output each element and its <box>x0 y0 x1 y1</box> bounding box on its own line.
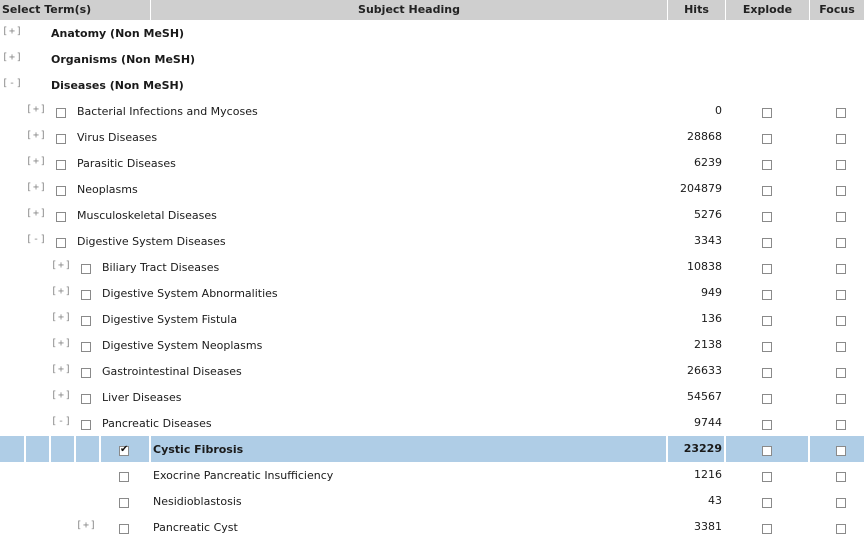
select-term-checkbox[interactable] <box>119 498 129 508</box>
tree-row <box>0 488 864 514</box>
explode-checkbox[interactable] <box>762 472 772 482</box>
select-term-checkbox[interactable] <box>81 368 91 378</box>
expand-toggle[interactable]: [+] <box>26 182 48 193</box>
header-hits: Hits <box>668 0 726 20</box>
explode-checkbox[interactable] <box>762 394 772 404</box>
tree-row <box>0 280 864 306</box>
collapse-toggle[interactable]: [-] <box>2 78 24 89</box>
header-explode: Explode <box>726 0 810 20</box>
focus-checkbox[interactable] <box>836 160 846 170</box>
tree-row <box>0 46 864 72</box>
subject-heading-label[interactable]: Digestive System Abnormalities <box>102 287 278 300</box>
hits-count: 10838 <box>687 260 722 273</box>
subject-heading-label[interactable]: Exocrine Pancreatic Insufficiency <box>153 469 334 482</box>
focus-checkbox[interactable] <box>836 186 846 196</box>
column-separator <box>724 436 726 462</box>
select-term-checkbox[interactable] <box>56 160 66 170</box>
tree-row <box>0 228 864 254</box>
select-term-checkbox[interactable] <box>119 472 129 482</box>
tree-row <box>0 332 864 358</box>
subject-heading-label[interactable]: Musculoskeletal Diseases <box>77 209 217 222</box>
tree-row <box>0 462 864 488</box>
subject-heading-label[interactable]: Virus Diseases <box>77 131 158 144</box>
tree-row <box>0 124 864 150</box>
hits-count: 0 <box>715 104 722 117</box>
explode-checkbox[interactable] <box>762 316 772 326</box>
hits-count: 204879 <box>680 182 722 195</box>
focus-checkbox[interactable] <box>836 134 846 144</box>
explode-checkbox[interactable] <box>762 108 772 118</box>
column-separator <box>808 436 810 462</box>
hits-count: 54567 <box>687 390 722 403</box>
header-subject-heading: Subject Heading <box>151 0 668 20</box>
select-term-checkbox[interactable] <box>81 420 91 430</box>
explode-checkbox[interactable] <box>762 446 772 456</box>
hits-count: 949 <box>701 286 722 299</box>
tree-row <box>0 254 864 280</box>
hits-count: 5276 <box>694 208 722 221</box>
hits-count: 9744 <box>694 416 722 429</box>
subject-heading-label[interactable]: Cystic Fibrosis <box>153 443 244 456</box>
subject-heading-label[interactable]: Biliary Tract Diseases <box>102 261 220 274</box>
subject-heading-label[interactable]: Gastrointestinal Diseases <box>102 365 242 378</box>
focus-checkbox[interactable] <box>836 342 846 352</box>
explode-checkbox[interactable] <box>762 134 772 144</box>
select-term-checkbox[interactable] <box>56 186 66 196</box>
focus-checkbox[interactable] <box>836 472 846 482</box>
subject-heading-label[interactable]: Neoplasms <box>77 183 138 196</box>
select-term-checkbox[interactable] <box>56 238 66 248</box>
focus-checkbox[interactable] <box>836 264 846 274</box>
select-term-checkbox[interactable] <box>81 290 91 300</box>
explode-checkbox[interactable] <box>762 264 772 274</box>
header-focus: Focus <box>819 3 855 16</box>
hits-count: 3381 <box>694 520 722 533</box>
column-separator <box>49 436 51 462</box>
explode-checkbox[interactable] <box>762 368 772 378</box>
expand-toggle[interactable]: [+] <box>51 338 73 349</box>
tree-row <box>0 20 864 46</box>
tree-row <box>0 72 864 98</box>
expand-toggle[interactable]: [+] <box>51 390 73 401</box>
tree-row <box>0 436 864 462</box>
expand-toggle[interactable]: [+] <box>26 208 48 219</box>
expand-toggle[interactable]: [+] <box>26 104 48 115</box>
focus-checkbox[interactable] <box>836 394 846 404</box>
focus-checkbox[interactable] <box>836 290 846 300</box>
focus-checkbox[interactable] <box>836 446 846 456</box>
select-term-checkbox[interactable] <box>81 316 91 326</box>
tree-row <box>0 202 864 228</box>
explode-checkbox[interactable] <box>762 290 772 300</box>
column-separator <box>24 436 26 462</box>
select-term-checkbox[interactable] <box>56 134 66 144</box>
tree-row <box>0 150 864 176</box>
explode-checkbox[interactable] <box>762 524 772 534</box>
collapse-toggle[interactable]: [-] <box>26 234 48 245</box>
subject-heading-label[interactable]: Digestive System Neoplasms <box>102 339 263 352</box>
subject-heading-label[interactable]: Diseases (Non MeSH) <box>51 79 184 92</box>
hits-count: 26633 <box>687 364 722 377</box>
explode-checkbox[interactable] <box>762 342 772 352</box>
select-term-checkbox[interactable] <box>81 342 91 352</box>
explode-checkbox[interactable] <box>762 186 772 196</box>
tree-row <box>0 176 864 202</box>
select-term-checkbox[interactable] <box>119 524 129 534</box>
explode-checkbox[interactable] <box>762 238 772 248</box>
subject-heading-label[interactable]: Organisms (Non MeSH) <box>51 53 196 66</box>
focus-checkbox[interactable] <box>836 420 846 430</box>
expand-toggle[interactable]: [+] <box>51 364 73 375</box>
expand-toggle[interactable]: [+] <box>2 52 24 63</box>
subject-heading-label[interactable]: Anatomy (Non MeSH) <box>51 27 185 40</box>
tree-row <box>0 384 864 410</box>
subject-heading-label[interactable]: Parasitic Diseases <box>77 157 176 170</box>
select-term-checkbox[interactable] <box>56 108 66 118</box>
select-term-checkbox[interactable] <box>81 394 91 404</box>
subject-heading-label[interactable]: Bacterial Infections and Mycoses <box>77 105 258 118</box>
hits-count: 136 <box>701 312 722 325</box>
hits-count: 3343 <box>694 234 722 247</box>
focus-checkbox[interactable] <box>836 108 846 118</box>
hits-count: 2138 <box>694 338 722 351</box>
expand-toggle[interactable]: [+] <box>51 286 73 297</box>
focus-checkbox[interactable] <box>836 368 846 378</box>
expand-toggle[interactable]: [+] <box>2 26 24 37</box>
subject-heading-label[interactable]: Liver Diseases <box>102 391 182 404</box>
explode-checkbox[interactable] <box>762 160 772 170</box>
tree-row <box>0 306 864 332</box>
subject-heading-label[interactable]: Nesidioblastosis <box>153 495 242 508</box>
select-term-checkbox[interactable] <box>81 264 91 274</box>
table-header <box>0 0 864 20</box>
explode-checkbox[interactable] <box>762 498 772 508</box>
column-separator <box>149 436 151 462</box>
tree-row <box>0 410 864 436</box>
header-select-terms: Select Term(s) <box>0 0 151 20</box>
hits-count: 28868 <box>687 130 722 143</box>
subject-heading-label[interactable]: Pancreatic Cyst <box>153 521 238 534</box>
focus-checkbox[interactable] <box>836 498 846 508</box>
column-separator <box>74 436 76 462</box>
expand-toggle[interactable]: [+] <box>26 130 48 141</box>
focus-checkbox[interactable] <box>836 238 846 248</box>
expand-toggle[interactable]: [+] <box>51 312 73 323</box>
hits-count: 23229 <box>683 442 722 455</box>
hits-count: 1216 <box>694 468 722 481</box>
focus-checkbox[interactable] <box>836 212 846 222</box>
explode-checkbox[interactable] <box>762 212 772 222</box>
tree-row <box>0 514 864 540</box>
subject-heading-label[interactable]: Pancreatic Diseases <box>102 417 212 430</box>
subject-heading-label[interactable]: Digestive System Diseases <box>77 235 226 248</box>
expand-toggle[interactable]: [+] <box>76 520 98 531</box>
select-term-checkbox[interactable] <box>119 446 129 456</box>
hits-count: 43 <box>708 494 722 507</box>
tree-row <box>0 358 864 384</box>
tree-row <box>0 98 864 124</box>
focus-checkbox[interactable] <box>836 316 846 326</box>
expand-toggle[interactable]: [+] <box>26 156 48 167</box>
expand-toggle[interactable]: [+] <box>51 260 73 271</box>
collapse-toggle[interactable]: [-] <box>51 416 73 427</box>
column-separator <box>99 436 101 462</box>
subject-heading-label[interactable]: Digestive System Fistula <box>102 313 238 326</box>
focus-checkbox[interactable] <box>836 524 846 534</box>
hits-count: 6239 <box>694 156 722 169</box>
select-term-checkbox[interactable] <box>56 212 66 222</box>
explode-checkbox[interactable] <box>762 420 772 430</box>
